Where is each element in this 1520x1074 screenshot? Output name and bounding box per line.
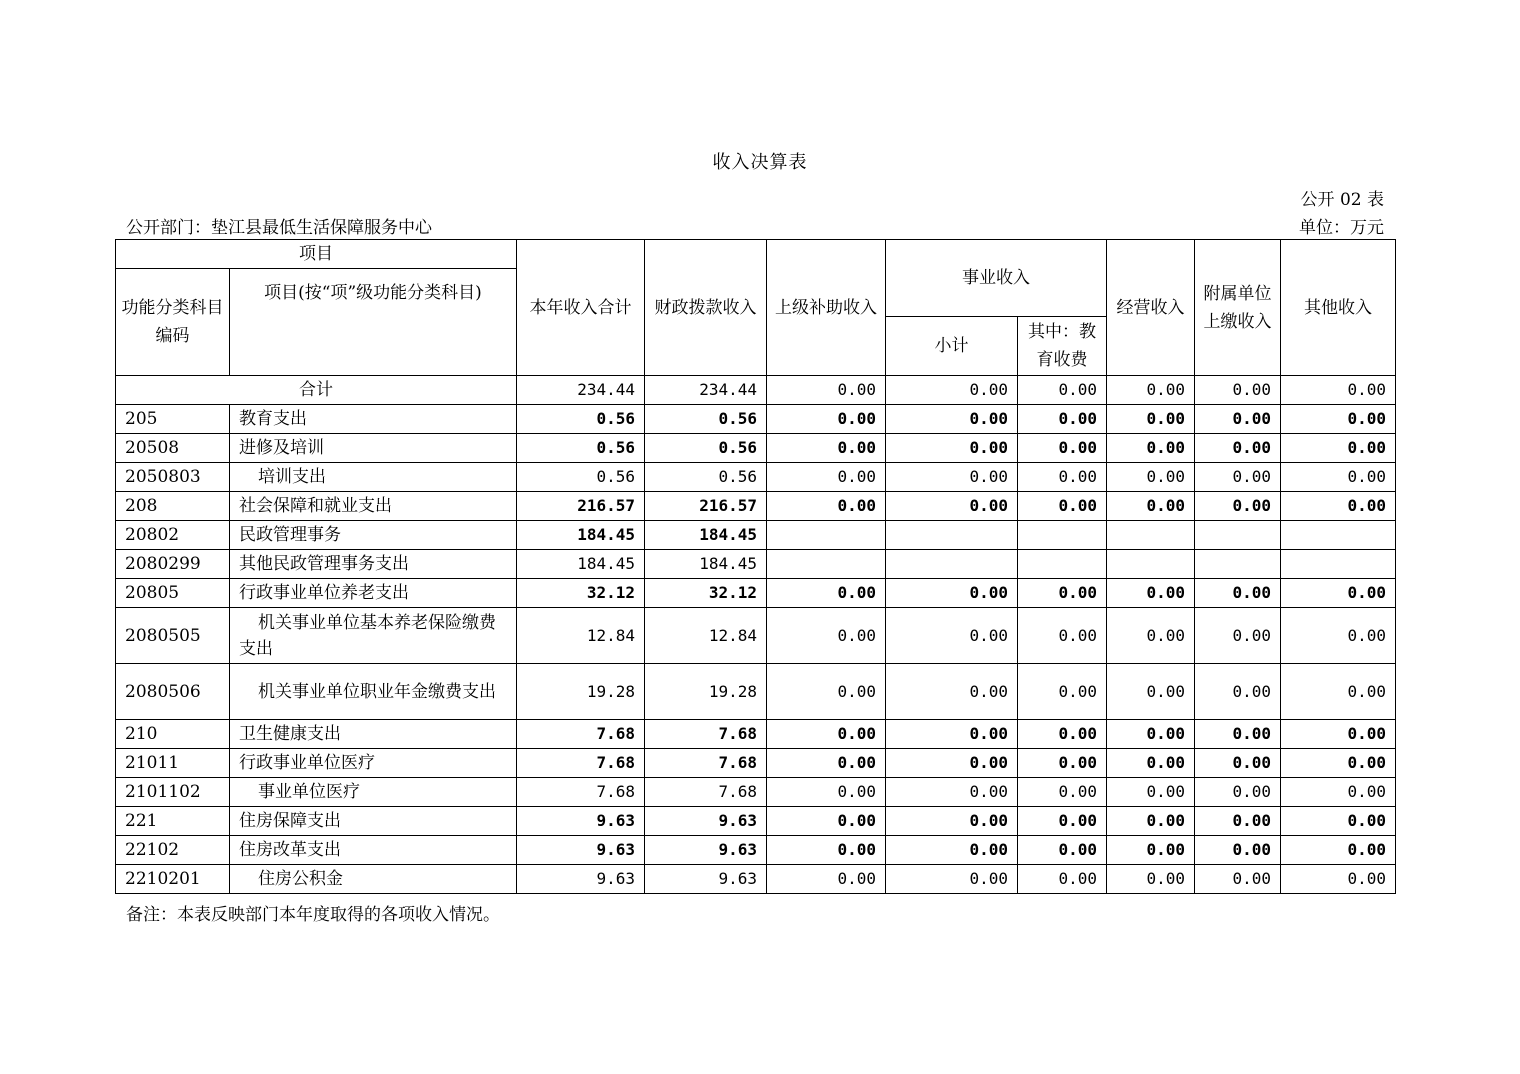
row-value: 0.56 bbox=[517, 434, 645, 463]
row-value: 0.00 bbox=[1281, 463, 1396, 492]
row-code: 208 bbox=[116, 492, 230, 521]
row-code: 2080506 bbox=[116, 664, 230, 720]
row-value: 0.00 bbox=[1281, 492, 1396, 521]
row-value: 0.00 bbox=[1107, 720, 1195, 749]
row-value: 7.68 bbox=[517, 778, 645, 807]
row-code: 20805 bbox=[116, 579, 230, 608]
row-value: 184.45 bbox=[517, 521, 645, 550]
row-code: 22102 bbox=[116, 836, 230, 865]
row-value: 0.00 bbox=[1281, 720, 1396, 749]
row-value: 0.00 bbox=[1107, 434, 1195, 463]
row-value: 0.00 bbox=[1107, 579, 1195, 608]
row-value: 9.63 bbox=[517, 865, 645, 894]
total-value: 0.00 bbox=[1107, 376, 1195, 405]
table-row bbox=[116, 720, 1396, 749]
row-value: 0.00 bbox=[767, 720, 886, 749]
row-value: 0.00 bbox=[1107, 865, 1195, 894]
row-value: 216.57 bbox=[517, 492, 645, 521]
row-value: 0.00 bbox=[1018, 778, 1107, 807]
row-value: 0.00 bbox=[1281, 749, 1396, 778]
row-code: 2210201 bbox=[116, 865, 230, 894]
row-code: 221 bbox=[116, 807, 230, 836]
total-value: 234.44 bbox=[517, 376, 645, 405]
row-value: 0.00 bbox=[1018, 463, 1107, 492]
row-value: 0.00 bbox=[767, 579, 886, 608]
header-code: 功能分类科目编码 bbox=[116, 269, 230, 376]
row-value: 12.84 bbox=[517, 608, 645, 664]
row-value: 184.45 bbox=[645, 550, 767, 579]
row-value: 0.00 bbox=[1281, 865, 1396, 894]
header-name: 项目(按“项”级功能分类科目) bbox=[230, 269, 517, 376]
table-row bbox=[116, 434, 1396, 463]
row-value bbox=[1281, 521, 1396, 550]
row-value: 0.00 bbox=[767, 405, 886, 434]
row-value: 7.68 bbox=[645, 720, 767, 749]
row-name: 机关事业单位职业年金缴费支出 bbox=[230, 664, 517, 720]
row-value: 9.63 bbox=[517, 836, 645, 865]
row-value: 32.12 bbox=[645, 579, 767, 608]
row-value: 0.00 bbox=[886, 664, 1018, 720]
table-row bbox=[116, 807, 1396, 836]
row-name: 培训支出 bbox=[230, 463, 517, 492]
row-name: 民政管理事务 bbox=[230, 521, 517, 550]
row-value: 0.00 bbox=[886, 749, 1018, 778]
row-value: 9.63 bbox=[645, 865, 767, 894]
table-row bbox=[116, 865, 1396, 894]
row-value: 0.00 bbox=[1195, 434, 1281, 463]
row-code: 2080299 bbox=[116, 550, 230, 579]
row-value: 0.00 bbox=[1018, 434, 1107, 463]
row-value: 12.84 bbox=[645, 608, 767, 664]
row-value bbox=[1018, 550, 1107, 579]
row-value: 0.00 bbox=[1107, 463, 1195, 492]
table-row bbox=[116, 463, 1396, 492]
row-name: 教育支出 bbox=[230, 405, 517, 434]
row-value: 0.00 bbox=[886, 579, 1018, 608]
page-title: 收入决算表 bbox=[712, 152, 808, 173]
row-name: 住房保障支出 bbox=[230, 807, 517, 836]
row-value: 0.00 bbox=[886, 463, 1018, 492]
row-value: 0.00 bbox=[1195, 807, 1281, 836]
row-value: 9.63 bbox=[645, 836, 767, 865]
row-value: 0.00 bbox=[1195, 463, 1281, 492]
row-code: 21011 bbox=[116, 749, 230, 778]
row-value: 0.00 bbox=[1195, 664, 1281, 720]
row-value: 0.00 bbox=[1281, 434, 1396, 463]
row-name: 住房改革支出 bbox=[230, 836, 517, 865]
unit-label: 单位：万元 bbox=[1299, 218, 1384, 238]
row-value: 0.00 bbox=[767, 664, 886, 720]
row-value: 0.00 bbox=[1018, 749, 1107, 778]
header-affiliate: 附属单位上缴收入 bbox=[1195, 240, 1281, 376]
row-value: 0.00 bbox=[767, 778, 886, 807]
row-value: 0.00 bbox=[1107, 492, 1195, 521]
total-label: 合计 bbox=[116, 376, 517, 405]
row-value bbox=[886, 521, 1018, 550]
remark-note: 备注：本表反映部门本年度取得的各项收入情况。 bbox=[126, 905, 500, 925]
row-value: 0.00 bbox=[1195, 579, 1281, 608]
row-name: 机关事业单位基本养老保险缴费支出 bbox=[230, 608, 517, 664]
row-value: 0.00 bbox=[1195, 492, 1281, 521]
row-value: 7.68 bbox=[645, 749, 767, 778]
row-value: 0.00 bbox=[1018, 720, 1107, 749]
table-row bbox=[116, 608, 1396, 664]
row-value: 0.56 bbox=[517, 405, 645, 434]
row-code: 2050803 bbox=[116, 463, 230, 492]
form-number: 公开 02 表 bbox=[1300, 190, 1384, 210]
row-value: 0.00 bbox=[767, 807, 886, 836]
row-value: 0.00 bbox=[886, 405, 1018, 434]
header-edu-fee: 其中：教育收费 bbox=[1018, 317, 1107, 376]
row-value: 0.00 bbox=[1107, 807, 1195, 836]
row-value: 19.28 bbox=[645, 664, 767, 720]
row-value: 0.00 bbox=[1281, 778, 1396, 807]
total-value: 0.00 bbox=[886, 376, 1018, 405]
row-value: 0.00 bbox=[1281, 608, 1396, 664]
row-value bbox=[1107, 550, 1195, 579]
row-value: 184.45 bbox=[645, 521, 767, 550]
row-name: 进修及培训 bbox=[230, 434, 517, 463]
row-value bbox=[767, 521, 886, 550]
row-value bbox=[1107, 521, 1195, 550]
row-value: 0.00 bbox=[1281, 579, 1396, 608]
row-value: 0.00 bbox=[767, 608, 886, 664]
row-value: 0.00 bbox=[767, 749, 886, 778]
row-code: 2101102 bbox=[116, 778, 230, 807]
row-code: 210 bbox=[116, 720, 230, 749]
row-code: 205 bbox=[116, 405, 230, 434]
header-business: 事业收入 bbox=[886, 240, 1107, 317]
table-row bbox=[116, 521, 1396, 550]
row-value: 0.00 bbox=[1195, 836, 1281, 865]
row-value: 0.00 bbox=[886, 492, 1018, 521]
row-value: 7.68 bbox=[645, 778, 767, 807]
row-value: 0.00 bbox=[886, 720, 1018, 749]
row-value: 0.00 bbox=[1018, 579, 1107, 608]
row-name: 事业单位医疗 bbox=[230, 778, 517, 807]
income-table bbox=[115, 239, 1396, 894]
row-value: 0.00 bbox=[1281, 836, 1396, 865]
row-name: 行政事业单位医疗 bbox=[230, 749, 517, 778]
row-value: 0.00 bbox=[886, 434, 1018, 463]
row-value: 0.00 bbox=[1107, 405, 1195, 434]
row-value: 0.00 bbox=[886, 807, 1018, 836]
row-name: 行政事业单位养老支出 bbox=[230, 579, 517, 608]
row-value bbox=[1281, 550, 1396, 579]
row-value: 0.00 bbox=[1107, 778, 1195, 807]
row-value: 0.00 bbox=[1281, 807, 1396, 836]
row-code: 20802 bbox=[116, 521, 230, 550]
row-value bbox=[1195, 521, 1281, 550]
row-value: 0.00 bbox=[1107, 608, 1195, 664]
row-value: 0.00 bbox=[1018, 865, 1107, 894]
row-value: 0.56 bbox=[645, 463, 767, 492]
table-row bbox=[116, 778, 1396, 807]
row-value: 0.56 bbox=[645, 405, 767, 434]
table-row bbox=[116, 405, 1396, 434]
row-value: 7.68 bbox=[517, 749, 645, 778]
row-value: 0.56 bbox=[517, 463, 645, 492]
row-code: 2080505 bbox=[116, 608, 230, 664]
row-value: 0.00 bbox=[1107, 749, 1195, 778]
department-label: 公开部门：垫江县最低生活保障服务中心 bbox=[126, 218, 432, 238]
row-value: 0.00 bbox=[886, 778, 1018, 807]
total-value: 0.00 bbox=[1281, 376, 1396, 405]
row-value: 32.12 bbox=[517, 579, 645, 608]
row-value: 9.63 bbox=[645, 807, 767, 836]
row-value: 0.00 bbox=[1195, 778, 1281, 807]
header-superior: 上级补助收入 bbox=[767, 240, 886, 376]
row-value: 0.00 bbox=[1107, 664, 1195, 720]
row-value: 0.00 bbox=[1281, 405, 1396, 434]
row-name: 住房公积金 bbox=[230, 865, 517, 894]
row-value bbox=[1018, 521, 1107, 550]
row-value: 0.00 bbox=[767, 463, 886, 492]
row-value: 0.00 bbox=[1281, 664, 1396, 720]
header-operation: 经营收入 bbox=[1107, 240, 1195, 376]
row-name: 其他民政管理事务支出 bbox=[230, 550, 517, 579]
table-row bbox=[116, 836, 1396, 865]
row-value: 0.00 bbox=[1018, 405, 1107, 434]
row-value: 0.00 bbox=[1195, 720, 1281, 749]
header-subtotal: 小计 bbox=[886, 317, 1018, 376]
row-value: 0.00 bbox=[767, 492, 886, 521]
header-total: 本年收入合计 bbox=[517, 240, 645, 376]
row-value: 0.00 bbox=[1195, 405, 1281, 434]
row-value: 0.00 bbox=[1195, 865, 1281, 894]
row-value bbox=[1195, 550, 1281, 579]
header-item: 项目 bbox=[116, 240, 517, 269]
row-value: 0.00 bbox=[1018, 836, 1107, 865]
row-value: 19.28 bbox=[517, 664, 645, 720]
row-name: 卫生健康支出 bbox=[230, 720, 517, 749]
row-value: 0.00 bbox=[767, 434, 886, 463]
row-value: 0.00 bbox=[1107, 836, 1195, 865]
row-value: 0.00 bbox=[886, 836, 1018, 865]
row-value bbox=[767, 550, 886, 579]
table-row bbox=[116, 664, 1396, 720]
row-value: 0.00 bbox=[886, 865, 1018, 894]
header-fiscal: 财政拨款收入 bbox=[645, 240, 767, 376]
total-value: 0.00 bbox=[767, 376, 886, 405]
row-value: 216.57 bbox=[645, 492, 767, 521]
row-value: 0.00 bbox=[1018, 664, 1107, 720]
row-value: 0.00 bbox=[1195, 608, 1281, 664]
table-row bbox=[116, 492, 1396, 521]
table-row bbox=[116, 550, 1396, 579]
row-value: 7.68 bbox=[517, 720, 645, 749]
row-value: 0.00 bbox=[1195, 749, 1281, 778]
table-row bbox=[116, 749, 1396, 778]
row-name: 社会保障和就业支出 bbox=[230, 492, 517, 521]
row-value bbox=[886, 550, 1018, 579]
table-row bbox=[116, 579, 1396, 608]
row-value: 0.00 bbox=[767, 865, 886, 894]
row-value: 184.45 bbox=[517, 550, 645, 579]
row-value: 0.00 bbox=[1018, 492, 1107, 521]
row-value: 0.00 bbox=[1018, 807, 1107, 836]
row-value: 0.00 bbox=[767, 836, 886, 865]
row-value: 0.00 bbox=[886, 608, 1018, 664]
header-other: 其他收入 bbox=[1281, 240, 1396, 376]
row-value: 0.00 bbox=[1018, 608, 1107, 664]
row-code: 20508 bbox=[116, 434, 230, 463]
total-value: 0.00 bbox=[1018, 376, 1107, 405]
total-value: 0.00 bbox=[1195, 376, 1281, 405]
total-value: 234.44 bbox=[645, 376, 767, 405]
row-value: 9.63 bbox=[517, 807, 645, 836]
row-value: 0.56 bbox=[645, 434, 767, 463]
